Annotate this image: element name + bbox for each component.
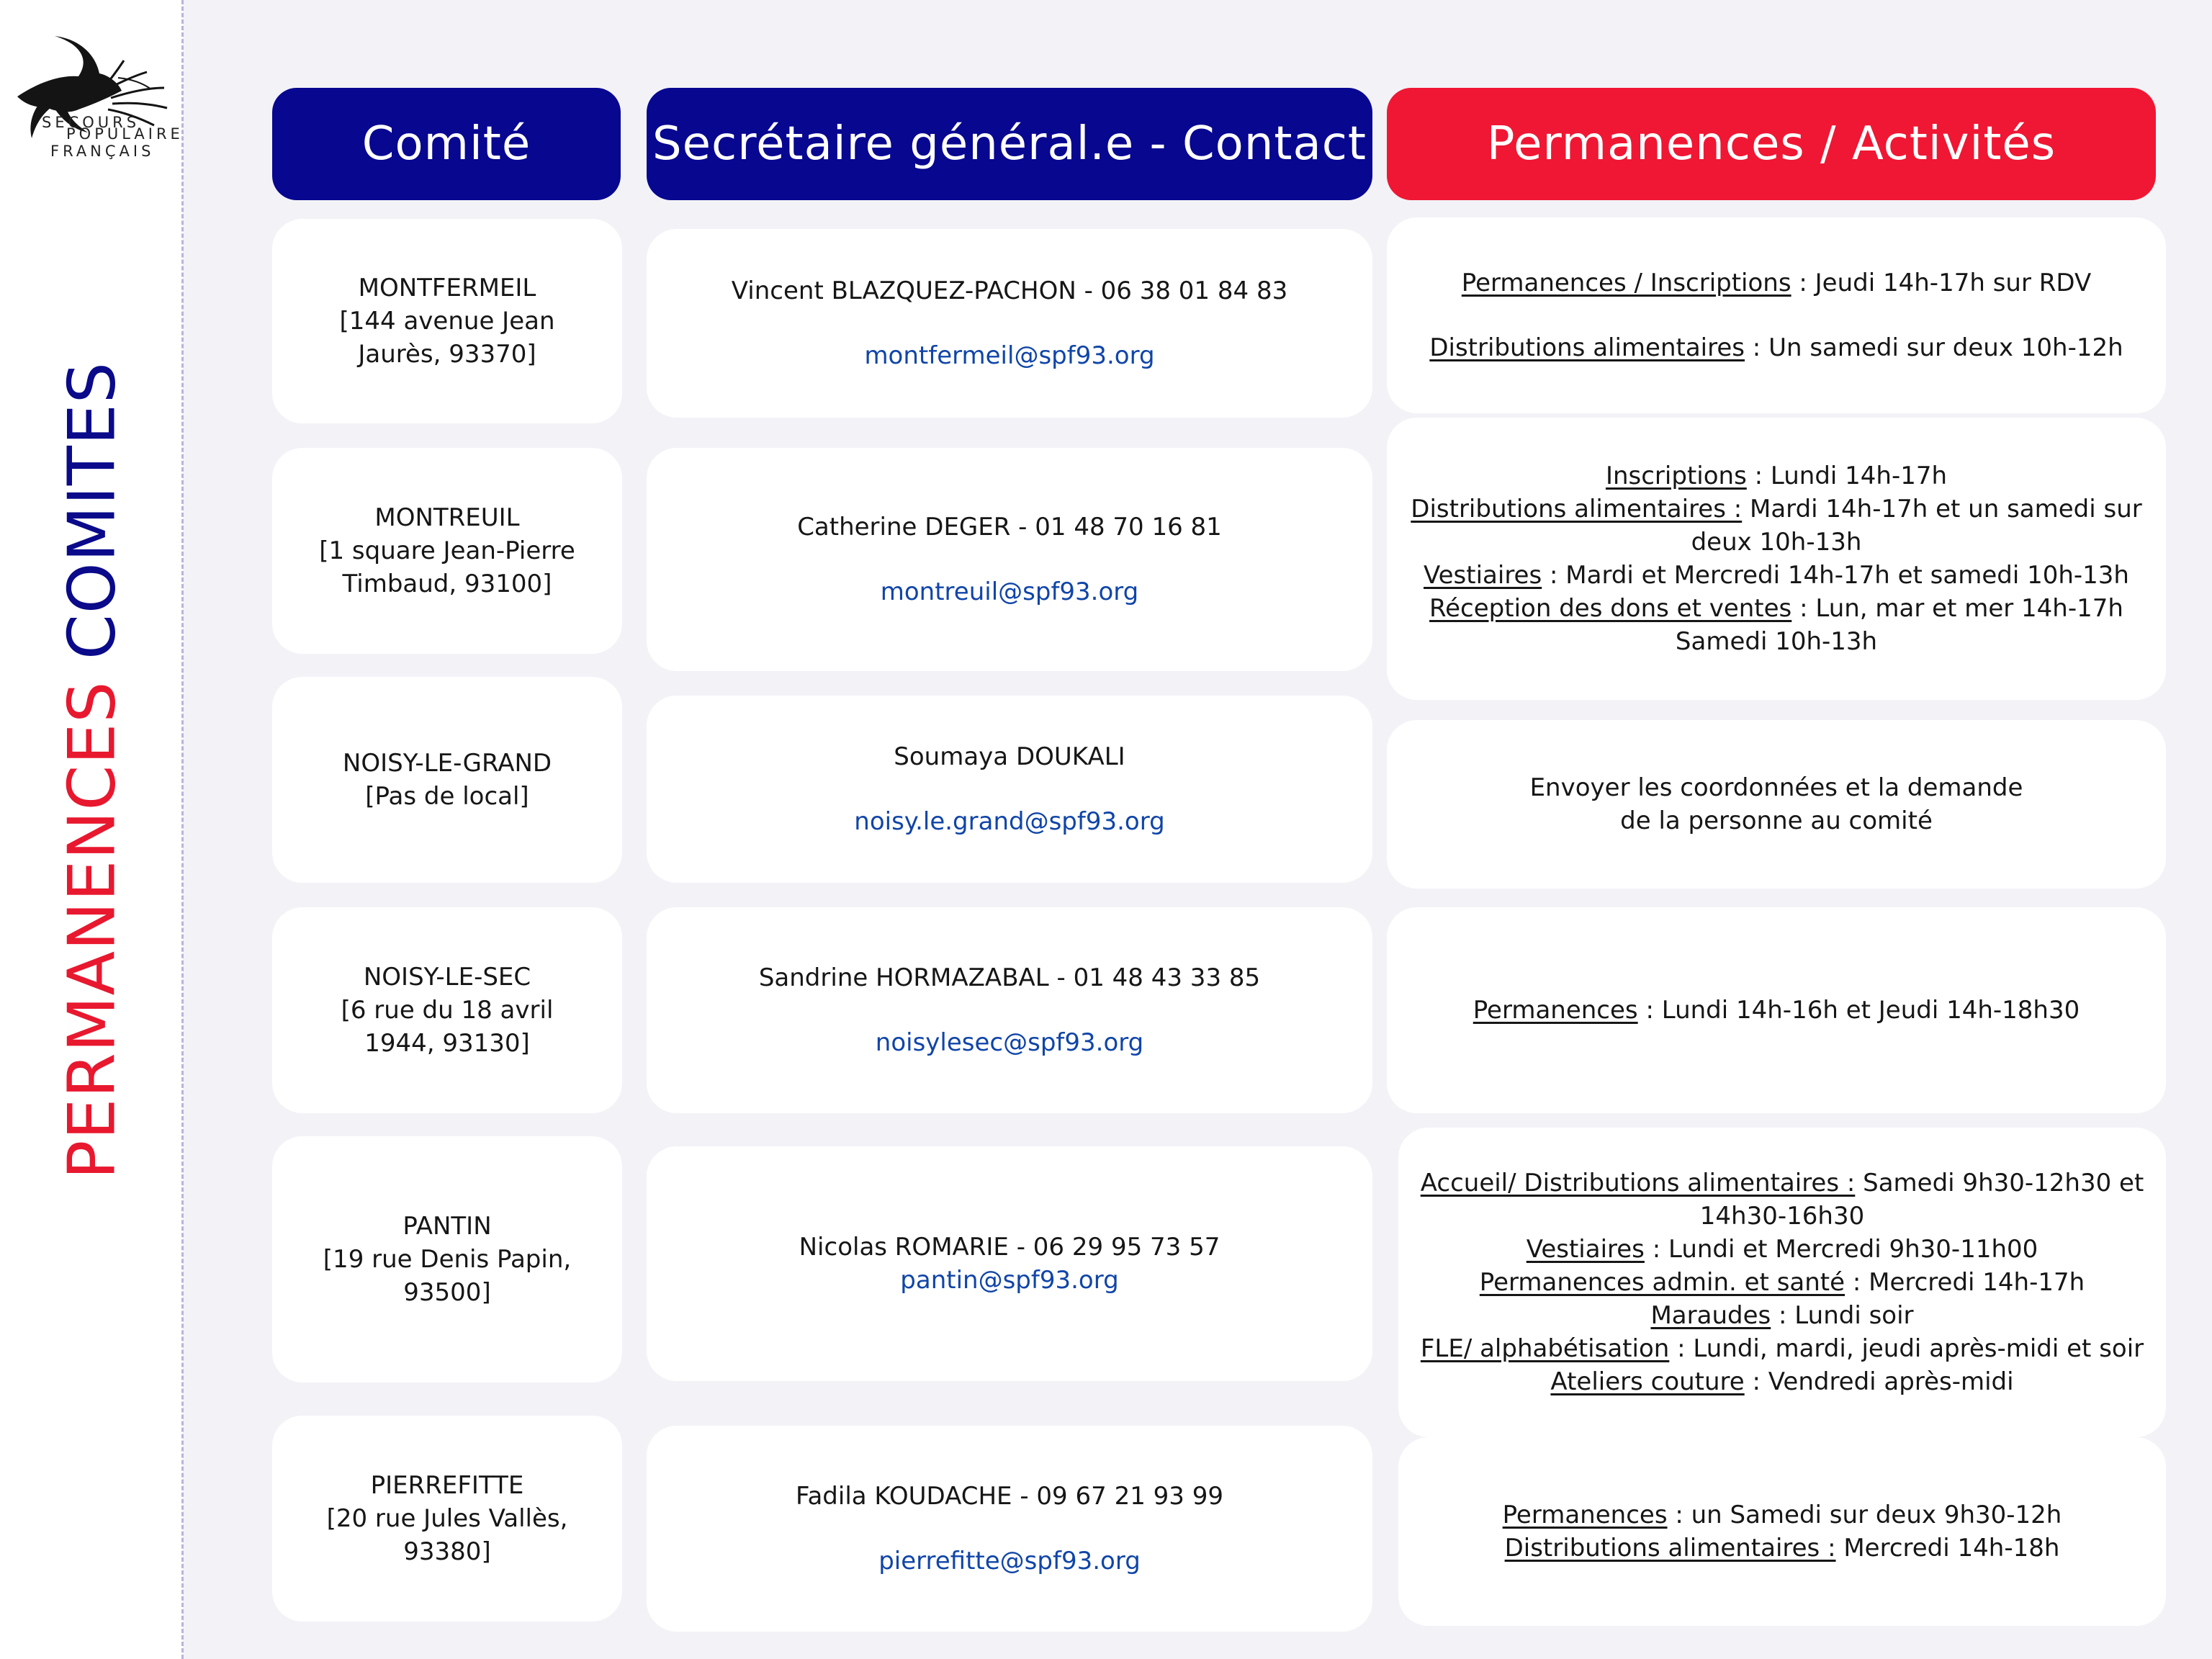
activity-text: Lundi soir xyxy=(1794,1301,1914,1330)
activity-line xyxy=(1411,493,2141,526)
activity-label: Accueil/ Distributions alimentaires : xyxy=(1420,1169,1856,1197)
comite-name: NOISY-LE-GRAND xyxy=(342,749,552,778)
comite-address: 93380] xyxy=(403,1537,491,1566)
activity-line: Ateliers couture : Vendredi après-midi xyxy=(1550,1367,2014,1396)
activity-label: Distributions alimentaires xyxy=(1429,333,1745,362)
contact-name-phone: Catherine DEGER - 01 48 70 16 81 xyxy=(797,513,1222,541)
activity-text: Mercredi 14h-17h xyxy=(1869,1268,2085,1297)
contact-card xyxy=(647,696,1372,883)
comite-card xyxy=(272,1416,622,1622)
activity-line: Distributions alimentaires : Un samedi sur deux 10h-12h xyxy=(1429,333,2123,362)
comite-name: PANTIN xyxy=(403,1212,492,1241)
contact-card xyxy=(647,229,1372,418)
activity-label: Permanences xyxy=(1502,1501,1668,1529)
contact-email-link[interactable]: pantin@spf93.org xyxy=(900,1266,1119,1295)
contact-name-phone: Soumaya DOUKALI xyxy=(894,742,1125,771)
comite-card xyxy=(272,907,622,1113)
activity-label: FLE/ alphabétisation xyxy=(1420,1334,1670,1363)
activity-text: Un samedi sur deux 10h-12h xyxy=(1768,333,2123,362)
activity-line xyxy=(1620,804,1933,837)
activity-text: Lundi et Mercredi 9h30-11h00 xyxy=(1668,1235,2038,1264)
activity-label: Ateliers couture xyxy=(1550,1367,1745,1396)
contact-name-phone: Sandrine HORMAZABAL - 01 48 43 33 85 xyxy=(758,963,1261,992)
activity-text: de la personne au comité xyxy=(1620,806,1933,835)
comite-address: [19 rue Denis Papin, xyxy=(323,1245,572,1274)
comite-address: [1 square Jean-Pierre xyxy=(319,536,575,565)
activity-line xyxy=(1700,1200,1864,1233)
activity-label: Permanences admin. et santé xyxy=(1479,1268,1845,1297)
comite-card xyxy=(272,1136,622,1382)
activities-card xyxy=(1398,1128,2166,1437)
activity-line: Permanences admin. et santé : Mercredi 14h-17h xyxy=(1479,1268,2085,1297)
comite-name: PIERREFITTE xyxy=(370,1471,524,1500)
activity-label: Distributions alimentaires : xyxy=(1504,1534,1836,1563)
header-permanences-activites: Permanences / Activités xyxy=(1387,88,2156,200)
activity-label: Permanences / Inscriptions xyxy=(1461,269,1791,297)
activities-card xyxy=(1387,720,2166,889)
contact-email-link[interactable]: noisy.le.grand@spf93.org xyxy=(854,807,1165,836)
activity-text: Mercredi 14h-18h xyxy=(1843,1534,2060,1563)
contact-card xyxy=(647,1426,1372,1632)
activity-label: Vestiaires xyxy=(1424,561,1542,590)
activity-line xyxy=(1421,1166,2144,1200)
title-part-comites: COMITES xyxy=(54,361,130,660)
comite-address: Jaurès, 93370] xyxy=(358,340,536,369)
activity-text: Samedi 9h30-12h30 et xyxy=(1863,1169,2144,1197)
comite-card xyxy=(272,219,622,423)
comite-name: MONTREUIL xyxy=(374,503,520,532)
activity-text: Samedi 10h-13h xyxy=(1675,627,1878,656)
logo-text-line2: POPULAIRE xyxy=(66,125,184,143)
sidebar-divider xyxy=(181,0,184,1659)
activity-text: Lundi 14h-17h xyxy=(1770,462,1948,490)
activity-line: Réception des dons et ventes : Lun, mar et mer 14h-17h xyxy=(1429,594,2123,623)
header-comite: Comité xyxy=(272,88,621,200)
activity-text: un Samedi sur deux 9h30-12h xyxy=(1691,1501,2062,1529)
sidebar xyxy=(0,0,183,1659)
activity-label: Distributions alimentaires : xyxy=(1411,495,1743,523)
activity-line xyxy=(1676,625,1877,658)
activity-line: Permanences : un Samedi sur deux 9h30-12h xyxy=(1502,1501,2062,1529)
contact-card xyxy=(647,907,1372,1113)
contact-email-link[interactable]: pierrefitte@spf93.org xyxy=(878,1547,1141,1575)
comite-address: 1944, 93130] xyxy=(364,1029,530,1058)
activity-text: Envoyer les coordonnées et la demande xyxy=(1529,773,2023,802)
activities-card xyxy=(1387,907,2166,1113)
activity-text: Lundi 14h-16h et Jeudi 14h-18h30 xyxy=(1661,996,2080,1025)
activity-text: Mardi et Mercredi 14h-17h et samedi 10h-13h xyxy=(1565,561,2129,590)
contact-name-phone: Nicolas ROMARIE - 06 29 95 73 57 xyxy=(799,1233,1220,1262)
comite-address: [Pas de local] xyxy=(365,782,529,811)
activity-text: Vendredi après-midi xyxy=(1768,1367,2014,1396)
contact-card xyxy=(647,1146,1372,1381)
comite-address: [144 avenue Jean xyxy=(339,307,555,336)
contact-email-link[interactable]: noisylesec@spf93.org xyxy=(875,1028,1144,1057)
contact-card xyxy=(647,448,1372,671)
comite-card xyxy=(272,448,622,654)
header-secretaire-contact: Secrétaire général.e - Contact xyxy=(647,88,1372,200)
activity-line: Maraudes : Lundi soir xyxy=(1650,1301,1914,1330)
activity-line: Inscriptions : Lundi 14h-17h xyxy=(1605,462,1948,490)
activity-label: Vestiaires xyxy=(1526,1235,1645,1264)
activity-text: Lundi, mardi, jeudi après-midi et soir xyxy=(1693,1334,2144,1363)
contact-name-phone: Vincent BLAZQUEZ-PACHON - 06 38 01 84 83 xyxy=(731,276,1288,305)
activity-text: Jeudi 14h-17h sur RDV xyxy=(1815,269,2092,297)
activity-line: Vestiaires : Lundi et Mercredi 9h30-11h00 xyxy=(1526,1235,2038,1264)
activity-line xyxy=(1505,1532,2060,1565)
logo-text-line3: FRANÇAIS xyxy=(50,143,155,160)
activities-card xyxy=(1398,1437,2166,1626)
comite-name: NOISY-LE-SEC xyxy=(363,963,531,992)
activity-line: Vestiaires : Mardi et Mercredi 14h-17h et samedi 10h-13h xyxy=(1424,561,2129,590)
activity-text: deux 10h-13h xyxy=(1691,528,1862,557)
comite-address: Timbaud, 93100] xyxy=(342,570,552,598)
activity-label: Maraudes xyxy=(1650,1301,1771,1330)
comite-card xyxy=(272,677,622,883)
contact-email-link[interactable]: montfermeil@spf93.org xyxy=(864,341,1155,370)
activity-line: Permanences : Lundi 14h-16h et Jeudi 14h-18h30 xyxy=(1473,996,2080,1025)
title-part-permanences: PERMANENCES xyxy=(54,680,130,1179)
activity-line xyxy=(1530,771,2023,804)
activity-line xyxy=(1691,526,1862,559)
comite-address: [6 rue du 18 avril xyxy=(341,996,554,1025)
comite-name: MONTFERMEIL xyxy=(358,274,536,302)
activities-card xyxy=(1387,418,2166,700)
activity-label: Réception des dons et ventes xyxy=(1429,594,1792,623)
activity-label: Inscriptions xyxy=(1605,462,1747,490)
activity-text: 14h30-16h30 xyxy=(1699,1202,1865,1231)
activity-line: Permanences / Inscriptions : Jeudi 14h-17h sur RDV xyxy=(1461,269,2092,297)
activity-label: Permanences xyxy=(1473,996,1638,1025)
contact-name-phone: Fadila KOUDACHE - 09 67 21 93 99 xyxy=(796,1482,1223,1511)
logo-text-line1: SECOURS xyxy=(42,114,140,131)
activity-text: Mardi 14h-17h et un samedi sur xyxy=(1750,495,2142,523)
activity-text: Lun, mar et mer 14h-17h xyxy=(1815,594,2123,623)
activity-line: FLE/ alphabétisation : Lundi, mardi, jeudi après-midi et soir xyxy=(1420,1334,2144,1363)
activities-card xyxy=(1387,217,2166,413)
comite-address: 93500] xyxy=(403,1278,491,1307)
comite-address: [20 rue Jules Vallès, xyxy=(326,1504,568,1533)
vertical-page-title xyxy=(55,361,130,1179)
contact-email-link[interactable]: montreuil@spf93.org xyxy=(880,577,1139,606)
